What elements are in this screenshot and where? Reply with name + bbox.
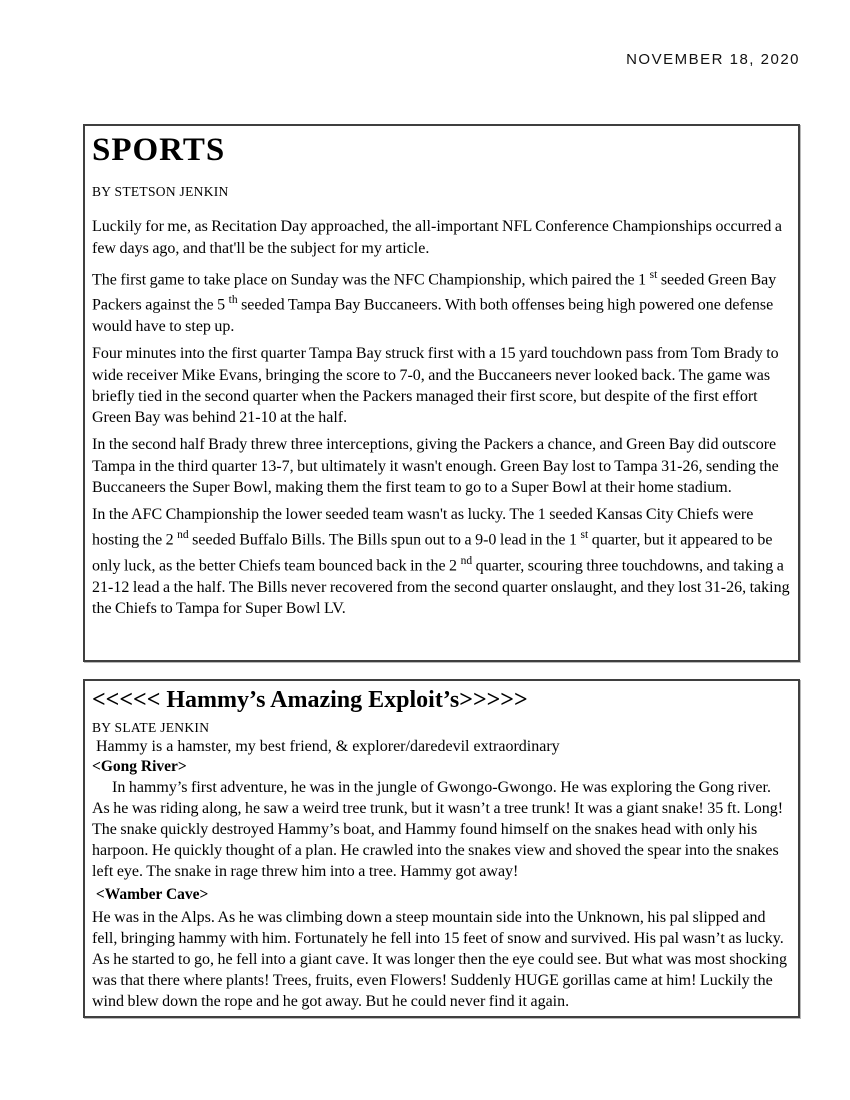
sports-paragraph-5: In the AFC Championship the lower seeded team wasn't as lucky. The 1 seeded Kansas City Chiefs were hosting the 2 $^{nd}$ seeded Buffalo Bills. The Bills spun out to a 9-0 lead in the 1 $^{st}$ quarter, but it appeared to be only luck, as the better Chiefs team bounced back in the 2 $^{nd}$ quarter, scouring three touchdowns, and taking a 21-12 lead a the half. The Bills never recovered from the second quarter onslaught, and they lost 31-26, taking the Chiefs to Tampa for Super Bowl LV. [92, 506, 790, 617]
section-heading-wamber-cave: <Wamber Cave> [92, 886, 209, 904]
date-header: NOVEMBER 18, 2020 [626, 51, 800, 68]
sports-paragraph-1: Luckily for me, as Recitation Day approached, the all-important NFL Conference Championships occurred a few days ago, and that'll be the subject for my article. [92, 218, 783, 257]
sports-title: SPORTS [92, 132, 226, 168]
section-heading-gong-river: <Gong River> [92, 758, 187, 776]
wamber-cave-paragraph: He was in the Alps. As he was climbing down a steep mountain side into the Unknown, his pal slipped and fell, bringing hammy with him. Fortunately he fell into 15 feet of snow and survived. His pal wasn’t as lucky. As he started to go, he fell into a giant cave. It was longer then the eye could see. But what was most shocking was that there where plants! Trees, fruits, even Flowers! Suddenly HUGE gorillas came at him! Luckily the wind blew down the rope and he got away. But he could never find it again. [92, 908, 787, 1011]
hammy-article-box [83, 679, 800, 1018]
gong-river-paragraph: In hammy’s first adventure, he was in the jungle of Gwongo-Gwongo. He was exploring the Gong river. As he was riding along, he saw a weird tree trunk, but it wasn’t a tree trunk! It was a giant snake! 35 ft. Long! The snake quickly destroyed Hammy’s boat, and Hammy found himself on the snakes head with only his harpoon. He quickly thought of a plan. He crawled into the snakes view and shoved the spear into the snakes left eye. The snake in rage threw him into a tree. Hammy got away! [92, 778, 784, 881]
sports-byline: BY STETSON JENKIN [92, 184, 229, 200]
hammy-title: <<<<< Hammy’s Amazing Exploit’s>>>>> [92, 687, 528, 713]
sports-paragraph-2: The first game to take place on Sunday was the NFC Championship, which paired the 1 $^{st}$ seeded Green Bay Packers against the 5 $^{th}$ seeded Tampa Bay Buccaneers. With both offenses being high powered one defense would have to step up. [92, 268, 777, 336]
sports-article-box [83, 124, 800, 662]
hammy-byline: BY SLATE JENKIN [92, 719, 210, 735]
sports-paragraph-3: Four minutes into the first quarter Tampa Bay struck first with a 15 yard touchdown pass from Tom Brady to wide receiver Mike Evans, bringing the score to 7-0, and the Buccaneers never looked back. The game was briefly tied in the second quarter when the Packers managed their first score, but despite of the first effort Green Bay was behind 21-10 at the half. [92, 345, 779, 427]
hammy-intro: Hammy is a hamster, my best friend, & explorer/daredevil extraordinary [92, 737, 560, 755]
sports-paragraph-4: In the second half Brady threw three interceptions, giving the Packers a chance, and Green Bay did outscore Tampa in the third quarter 13-7, but ultimately it wasn't enough. Green Bay lost to Tampa 31-26, sending the Buccaneers the Super Bowl, making them the first team to go to a Super Bowl at their home stadium. [92, 436, 779, 496]
